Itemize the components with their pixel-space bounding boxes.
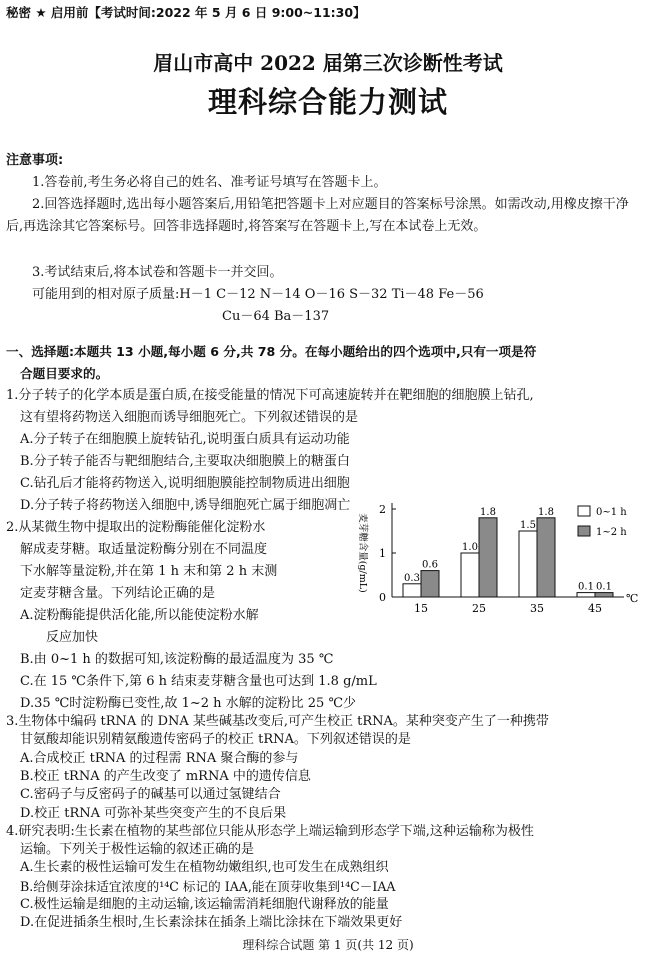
bar-35-series-2 (537, 518, 555, 597)
bar-25-series-2 (479, 518, 497, 597)
y-axis-label: 麦芽糖含量(g/mL) (357, 513, 368, 593)
x-tick-label: 25 (472, 602, 486, 615)
bar-data-label: 0.3 (404, 572, 420, 584)
bar-25-series-1 (461, 553, 479, 597)
bar-15-series-2 (421, 571, 439, 597)
q2-stem-line4: 定麦芽糖含量。下列结论正确的是 (20, 586, 216, 601)
notice-item-1: 1.答卷前,考生务必将自己的姓名、准考证号填写在答题卡上。 (32, 175, 387, 190)
q2-option-b: B.由 0~1 h 的数据可知,该淀粉酶的最适温度为 35 ℃ (20, 652, 334, 667)
q2-option-a: A.淀粉酶能提供活化能,所以能使淀粉水解 (20, 608, 259, 623)
atomic-mass-line-2: Cu－64 Ba－137 (222, 309, 330, 324)
legend-label-2: 1~2 h (596, 527, 627, 538)
notice-item-3: 3.考试结束后,将本试卷和答题卡一并交回。 (32, 265, 283, 280)
notice-item-2: 2.回答选择题时,选出每小题答案后,用铅笔把答题卡上对应题目的答案标号涂黑。如需改动,用橡皮擦干净后,再选涂其它答案标号。回答非选择题时,将答案写在答题卡上,写在本试卷上无效。 (6, 197, 629, 234)
bar-15-series-1 (403, 584, 421, 597)
q1-option-a: A.分子转子在细胞膜上旋转钻孔,说明蛋白质具有运动功能 (20, 432, 350, 447)
q4-option-d: D.在促进插条生根时,生长素涂抹在插条上端比涂抹在下端效果更好 (20, 915, 403, 931)
q2-option-a-cont: 反应加快 (46, 630, 99, 645)
q2-stem-line1: 2.从某微生物中提取出的淀粉酶能催化淀粉水 (6, 520, 266, 535)
bar-data-label: 0.1 (596, 581, 612, 593)
q3-stem-line2: 甘氨酸却能识别精氨酸遗传密码子的校正 tRNA。下列叙述错误的是 (20, 732, 411, 748)
exam-secrecy-header: 秘密 ★ 启用前【考试时间:2022 年 5 月 6 日 9:00~11:30】 (6, 5, 366, 20)
q1-stem-line2: 这有望将药物送入细胞而诱导细胞死亡。下列叙述错误的是 (20, 410, 359, 425)
bar-data-label: 0.6 (422, 559, 438, 571)
legend-swatch-2 (578, 526, 590, 536)
legend-swatch-1 (578, 506, 590, 516)
q3-option-d: D.校正 tRNA 可弥补某些突变产生的不良后果 (20, 805, 287, 821)
q4-stem-line2: 运输。下列关于极性运输的叙述正确的是 (20, 842, 255, 858)
section-heading-cont: 合题目要求的。 (20, 366, 109, 381)
q1-stem-line1: 1.分子转子的化学本质是蛋白质,在接受能量的情况下可高速旋转并在靶细胞的细胞膜上钻孔, (6, 388, 534, 403)
q2-stem-line3: 下水解等量淀粉,并在第 1 h 末和第 2 h 末测 (20, 564, 278, 579)
q2-option-c: C.在 15 ℃条件下,第 6 h 结束麦芽糖含量也可达到 1.8 g/mL (20, 674, 377, 689)
q3-option-b: B.校正 tRNA 的产生改变了 mRNA 中的遗传信息 (20, 768, 311, 784)
x-tick-label: 15 (414, 602, 428, 615)
atomic-mass-line-1: 可能用到的相对原子质量:H－1 C－12 N－14 O－16 S－32 Ti－48 Fe－56 (32, 287, 484, 302)
section-heading: 一、选择题:本题共 13 小题,每小题 6 分,共 78 分。在每小题给出的四个选项中,只有一项是符 (6, 344, 537, 359)
bar-data-label: 1.0 (462, 542, 478, 553)
q4-option-a: A.生长素的极性运输可发生在植物幼嫩组织,也可发生在成熟组织 (20, 860, 389, 876)
bar-35-series-1 (519, 531, 537, 597)
x-tick-label: 35 (530, 602, 544, 615)
notice-heading: 注意事项: (6, 153, 64, 168)
bar-data-label: 1.8 (538, 506, 554, 518)
q3-stem-line1: 3.生物体中编码 tRNA 的 DNA 某些碱基改变后,可产生校正 tRNA。某种突变产生了一种携带 (6, 714, 549, 729)
q2-stem-line2: 解成麦芽糖。取适量淀粉酶分别在不同温度 (20, 542, 268, 557)
q2-option-d: D.35 ℃时淀粉酶已变性,故 1~2 h 水解的淀粉比 25 ℃少 (20, 696, 356, 711)
y-tick-label: 1 (379, 547, 386, 560)
bar-data-label: 1.5 (520, 520, 536, 531)
x-axis-unit: ℃ (626, 592, 639, 605)
page-footer: 理科综合试题 第 1 页(共 12 页) (242, 938, 414, 952)
q1-option-b: B.分子转子能否与靶细胞结合,主要取决细胞膜上的糖蛋白 (20, 454, 350, 469)
y-tick-label: 2 (379, 503, 386, 516)
x-tick-label: 45 (588, 602, 602, 615)
maltose-bar-chart (340, 492, 652, 622)
legend-label-1: 0~1 h (596, 507, 627, 518)
bar-data-label: 0.1 (578, 581, 594, 593)
q1-option-c: C.钻孔后才能将药物送入,说明细胞膜能控制物质进出细胞 (20, 476, 350, 491)
q1-option-d: D.分子转子将药物送入细胞中,诱导细胞死亡属于细胞凋亡 (20, 498, 351, 513)
q4-stem-line1: 4.研究表明:生长素在植物的某些部位只能从形态学上端运输到形态学下端,这种运输称为极性 (6, 823, 534, 839)
exam-subject-title: 理科综合能力测试 (207, 85, 448, 119)
bar-data-label: 1.8 (480, 506, 496, 518)
q3-option-a: A.合成校正 tRNA 的过程需 RNA 聚合酶的参与 (20, 750, 299, 766)
q4-option-c: C.极性运输是细胞的主动运输,该运输需消耗细胞代谢释放的能量 (20, 897, 389, 912)
q4-option-b: B.给侧芽涂抹适宜浓度的¹⁴C 标记的 IAA,能在顶芽收集到¹⁴C－IAA (20, 878, 396, 894)
exam-title: 眉山市高中 2022 届第三次诊断性考试 (153, 51, 503, 75)
y-tick-label: 0 (379, 591, 386, 604)
q3-option-c: C.密码子与反密码子的碱基可以通过氢键结合 (20, 787, 281, 803)
bar-45-series-1 (577, 593, 595, 597)
bar-45-series-2 (595, 593, 613, 597)
